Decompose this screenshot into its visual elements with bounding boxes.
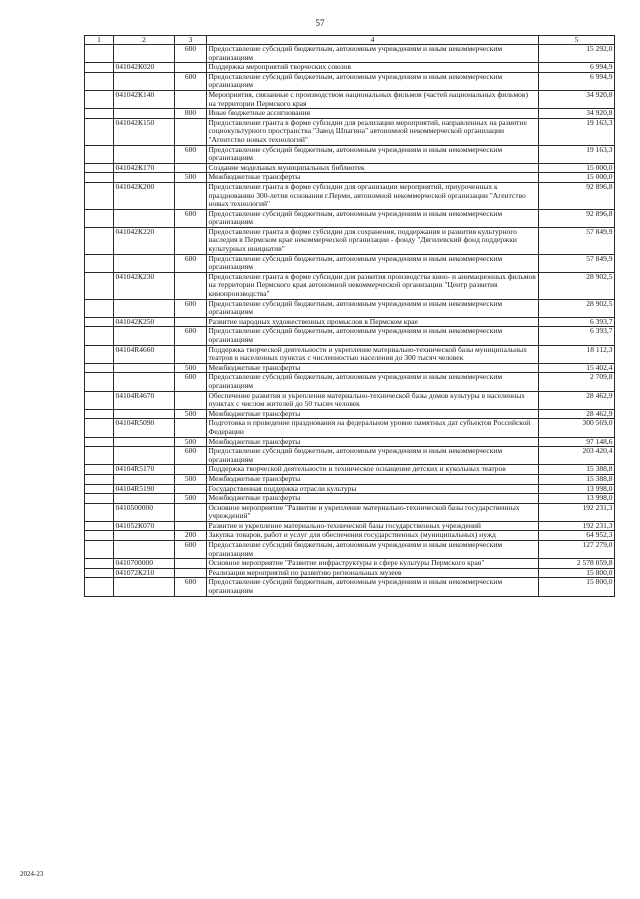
row-code: 041042К250 — [114, 317, 175, 327]
row-name: Поддержка творческой деятельности и техническое оснащение детских и кукольных театров — [207, 465, 539, 475]
row-expense-type — [175, 503, 207, 521]
row-code: 041042К220 — [114, 227, 175, 254]
row-expense-type — [175, 90, 207, 108]
row-code: 04104R5090 — [114, 419, 175, 437]
table-row — [85, 45, 615, 63]
row-amount: 57 849,9 — [539, 254, 615, 272]
row-cell-blank — [85, 345, 114, 363]
row-amount: 2 578 059,8 — [539, 559, 615, 569]
row-cell-blank — [85, 163, 114, 173]
row-name: Предоставление субсидий бюджетным, автономным учреждениям и иным некоммерческим организациям — [207, 299, 539, 317]
table-row — [85, 209, 615, 227]
row-code — [114, 327, 175, 345]
row-expense-type: 600 — [175, 72, 207, 90]
table-row — [85, 465, 615, 475]
row-code — [114, 363, 175, 373]
row-name: Реализация мероприятий по развитию региональных музеев — [207, 568, 539, 578]
row-code: 04104R5190 — [114, 484, 175, 494]
row-cell-blank — [85, 299, 114, 317]
table-row — [85, 163, 615, 173]
row-amount: 13 998,0 — [539, 484, 615, 494]
row-amount: 57 849,9 — [539, 227, 615, 254]
column-header: 5 — [539, 36, 615, 45]
row-cell-blank — [85, 182, 114, 209]
row-cell-blank — [85, 173, 114, 183]
row-amount: 34 920,8 — [539, 109, 615, 119]
row-amount: 15 388,8 — [539, 465, 615, 475]
row-code: 041042К200 — [114, 182, 175, 209]
row-name: Предоставление субсидий бюджетным, автономным учреждениям и иным некоммерческим организациям — [207, 45, 539, 63]
row-expense-type — [175, 559, 207, 569]
table-row — [85, 578, 615, 596]
row-name: Основное мероприятие "Развитие инфраструктуры в сфере культуры Пермского края" — [207, 559, 539, 569]
table-row — [85, 145, 615, 163]
row-cell-blank — [85, 72, 114, 90]
row-code — [114, 541, 175, 559]
row-name: Межбюджетные трансферты — [207, 363, 539, 373]
row-code — [114, 494, 175, 504]
row-code — [114, 373, 175, 391]
row-expense-type: 600 — [175, 373, 207, 391]
table-row — [85, 559, 615, 569]
row-name: Межбюджетные трансферты — [207, 494, 539, 504]
row-amount: 15 402,4 — [539, 363, 615, 373]
table-row — [85, 118, 615, 145]
row-name: Предоставление гранта в форме субсидии для развития производства кино- и анимационных фильмов на территории Пермского края автономной некоммерческой организации "Центр развития кинопроизводства" — [207, 272, 539, 299]
row-name: Подготовка и проведение празднования на федеральном уровне памятных дат субъектов Российской Федерации — [207, 419, 539, 437]
row-expense-type: 600 — [175, 254, 207, 272]
row-name: Закупка товаров, работ и услуг для обеспечения государственных (муниципальных) нужд — [207, 531, 539, 541]
row-name: Предоставление гранта в форме субсидии для сохранения, поддержания и развития культурного наследия в Пермском крае некоммерческой организации - фонду "Дягилевский фонд поддержки культурных инициатив" — [207, 227, 539, 254]
row-code: 041072К210 — [114, 568, 175, 578]
row-amount: 19 163,3 — [539, 145, 615, 163]
table-row — [85, 299, 615, 317]
row-name: Предоставление гранта в форме субсидии для реализации мероприятий, направленных на развитие социокультурного пространства "Завод Шпагина" автономной некоммерческой организации "Агентство новых технологий" — [207, 118, 539, 145]
row-amount: 28 462,9 — [539, 409, 615, 419]
table-row — [85, 182, 615, 209]
document-code: 2024-23 — [20, 870, 44, 878]
row-amount: 34 920,8 — [539, 90, 615, 108]
row-expense-type — [175, 272, 207, 299]
row-cell-blank — [85, 227, 114, 254]
table-row — [85, 474, 615, 484]
table-row — [85, 345, 615, 363]
table-row — [85, 541, 615, 559]
row-code: 04104R4670 — [114, 391, 175, 409]
row-name: Межбюджетные трансферты — [207, 173, 539, 183]
row-expense-type: 500 — [175, 437, 207, 447]
budget-table — [84, 35, 615, 597]
row-code: 0410500000 — [114, 503, 175, 521]
row-cell-blank — [85, 521, 114, 531]
column-header: 4 — [207, 36, 539, 45]
row-expense-type — [175, 182, 207, 209]
row-name: Предоставление субсидий бюджетным, автономным учреждениям и иным некоммерческим организациям — [207, 72, 539, 90]
row-expense-type — [175, 118, 207, 145]
row-amount: 203 420,4 — [539, 447, 615, 465]
table-row — [85, 272, 615, 299]
row-name: Предоставление субсидий бюджетным, автономным учреждениям и иным некоммерческим организациям — [207, 209, 539, 227]
row-cell-blank — [85, 109, 114, 119]
row-name: Межбюджетные трансферты — [207, 437, 539, 447]
row-name: Развитие и укрепление материально-технической базы государственных учреждений — [207, 521, 539, 531]
row-cell-blank — [85, 447, 114, 465]
row-amount: 15 000,0 — [539, 173, 615, 183]
row-code: 041042К230 — [114, 272, 175, 299]
row-amount: 13 998,0 — [539, 494, 615, 504]
row-cell-blank — [85, 145, 114, 163]
row-expense-type — [175, 391, 207, 409]
row-code: 041052К070 — [114, 521, 175, 531]
row-expense-type — [175, 227, 207, 254]
row-amount: 64 952,3 — [539, 531, 615, 541]
column-header: 2 — [114, 36, 175, 45]
row-expense-type: 600 — [175, 541, 207, 559]
row-cell-blank — [85, 409, 114, 419]
row-cell-blank — [85, 568, 114, 578]
row-code — [114, 209, 175, 227]
row-cell-blank — [85, 437, 114, 447]
row-amount: 6 994,9 — [539, 72, 615, 90]
row-code — [114, 447, 175, 465]
row-cell-blank — [85, 559, 114, 569]
row-expense-type: 600 — [175, 327, 207, 345]
row-name: Мероприятия, связанные с производством национальных фильмов (частей национальных фильмов) на территории Пермского края — [207, 90, 539, 108]
row-amount: 28 462,9 — [539, 391, 615, 409]
row-expense-type: 500 — [175, 409, 207, 419]
row-expense-type: 600 — [175, 45, 207, 63]
row-code — [114, 173, 175, 183]
table-body — [85, 45, 615, 597]
row-code — [114, 254, 175, 272]
row-amount: 28 902,5 — [539, 299, 615, 317]
row-name: Обеспечение развития и укрепления материально-технической базы домов культуры в населенных пунктах с числом жителей до 50 тысяч человек — [207, 391, 539, 409]
table-row — [85, 447, 615, 465]
row-expense-type — [175, 345, 207, 363]
row-amount: 15 800,0 — [539, 568, 615, 578]
row-amount: 15 388,8 — [539, 474, 615, 484]
row-cell-blank — [85, 327, 114, 345]
table-row — [85, 227, 615, 254]
row-code: 041042К150 — [114, 118, 175, 145]
row-cell-blank — [85, 272, 114, 299]
row-name: Межбюджетные трансферты — [207, 474, 539, 484]
row-cell-blank — [85, 90, 114, 108]
row-amount: 6 393,7 — [539, 317, 615, 327]
row-cell-blank — [85, 541, 114, 559]
row-amount: 6 994,9 — [539, 63, 615, 73]
row-name: Предоставление субсидий бюджетным, автономным учреждениям и иным некоммерческим организациям — [207, 541, 539, 559]
row-amount: 19 163,3 — [539, 118, 615, 145]
row-name: Предоставление субсидий бюджетным, автономным учреждениям и иным некоммерческим организациям — [207, 373, 539, 391]
row-code — [114, 45, 175, 63]
row-expense-type: 500 — [175, 363, 207, 373]
row-expense-type: 500 — [175, 474, 207, 484]
column-header: 3 — [175, 36, 207, 45]
table-row — [85, 72, 615, 90]
row-cell-blank — [85, 209, 114, 227]
row-expense-type: 600 — [175, 578, 207, 596]
row-name: Предоставление субсидий бюджетным, автономным учреждениям и иным некоммерческим организациям — [207, 447, 539, 465]
table-row — [85, 254, 615, 272]
row-cell-blank — [85, 578, 114, 596]
row-name: Поддержка мероприятий творческих союзов — [207, 63, 539, 73]
row-code — [114, 109, 175, 119]
row-expense-type: 600 — [175, 145, 207, 163]
row-cell-blank — [85, 391, 114, 409]
table-row — [85, 391, 615, 409]
row-cell-blank — [85, 118, 114, 145]
row-expense-type: 500 — [175, 494, 207, 504]
row-code — [114, 145, 175, 163]
table-row — [85, 327, 615, 345]
row-amount: 15 800,0 — [539, 578, 615, 596]
row-expense-type — [175, 465, 207, 475]
row-code — [114, 72, 175, 90]
row-cell-blank — [85, 419, 114, 437]
row-amount: 192 231,3 — [539, 503, 615, 521]
row-cell-blank — [85, 254, 114, 272]
row-code: 04104R4660 — [114, 345, 175, 363]
row-cell-blank — [85, 503, 114, 521]
row-cell-blank — [85, 531, 114, 541]
row-name: Поддержка творческой деятельности и укрепление материально-технической базы муниципальных театров в населенных пунктах с численностью населения до 300 тысяч человек — [207, 345, 539, 363]
row-name: Развитие народных художественных промыслов в Пермском крае — [207, 317, 539, 327]
row-name: Основное мероприятие "Развитие и укрепление материально-технической базы государственных учреждений" — [207, 503, 539, 521]
row-name: Предоставление субсидий бюджетным, автономным учреждениям и иным некоммерческим организациям — [207, 327, 539, 345]
row-cell-blank — [85, 474, 114, 484]
row-name: Государственная поддержка отрасли культуры — [207, 484, 539, 494]
row-amount: 2 709,8 — [539, 373, 615, 391]
row-expense-type: 800 — [175, 109, 207, 119]
table-row — [85, 90, 615, 108]
row-code — [114, 531, 175, 541]
row-amount: 18 112,3 — [539, 345, 615, 363]
table-row — [85, 109, 615, 119]
row-name: Предоставление субсидий бюджетным, автономным учреждениям и иным некоммерческим организациям — [207, 254, 539, 272]
row-expense-type — [175, 419, 207, 437]
row-cell-blank — [85, 494, 114, 504]
row-expense-type: 500 — [175, 173, 207, 183]
row-amount: 15 292,0 — [539, 45, 615, 63]
row-expense-type: 200 — [175, 531, 207, 541]
table-row — [85, 63, 615, 73]
row-code: 041042К020 — [114, 63, 175, 73]
table-row — [85, 503, 615, 521]
row-code: 041042К170 — [114, 163, 175, 173]
row-amount: 300 569,0 — [539, 419, 615, 437]
row-expense-type: 600 — [175, 447, 207, 465]
row-amount: 6 393,7 — [539, 327, 615, 345]
row-amount: 92 896,8 — [539, 209, 615, 227]
row-amount: 192 231,3 — [539, 521, 615, 531]
row-code — [114, 474, 175, 484]
row-expense-type — [175, 63, 207, 73]
row-code — [114, 299, 175, 317]
row-name: Предоставление субсидий бюджетным, автономным учреждениям и иным некоммерческим организациям — [207, 145, 539, 163]
row-code — [114, 578, 175, 596]
row-cell-blank — [85, 317, 114, 327]
row-name: Межбюджетные трансферты — [207, 409, 539, 419]
table-row — [85, 173, 615, 183]
row-expense-type: 600 — [175, 209, 207, 227]
row-name: Предоставление гранта в форме субсидии для организации мероприятий, приуроченных к празднованию 300-летия основания г.Перми, автономной некоммерческой организации "Агентство новых технологий" — [207, 182, 539, 209]
row-code: 041042К140 — [114, 90, 175, 108]
row-code: 04104R5170 — [114, 465, 175, 475]
row-name: Иные бюджетные ассигнования — [207, 109, 539, 119]
row-cell-blank — [85, 63, 114, 73]
row-amount: 92 896,8 — [539, 182, 615, 209]
row-code: 0410700000 — [114, 559, 175, 569]
row-code — [114, 437, 175, 447]
table-row — [85, 494, 615, 504]
row-cell-blank — [85, 363, 114, 373]
row-amount: 28 902,5 — [539, 272, 615, 299]
row-amount: 127 279,0 — [539, 541, 615, 559]
page-number: 57 — [315, 18, 325, 28]
column-header: 1 — [85, 36, 114, 45]
row-amount: 15 000,0 — [539, 163, 615, 173]
table-row — [85, 373, 615, 391]
row-name: Создание модельных муниципальных библиотек — [207, 163, 539, 173]
row-cell-blank — [85, 373, 114, 391]
table-row — [85, 419, 615, 437]
row-amount: 97 148,6 — [539, 437, 615, 447]
row-cell-blank — [85, 484, 114, 494]
row-cell-blank — [85, 45, 114, 63]
row-cell-blank — [85, 465, 114, 475]
row-expense-type: 600 — [175, 299, 207, 317]
table-row — [85, 484, 615, 494]
row-name: Предоставление субсидий бюджетным, автономным учреждениям и иным некоммерческим организациям — [207, 578, 539, 596]
